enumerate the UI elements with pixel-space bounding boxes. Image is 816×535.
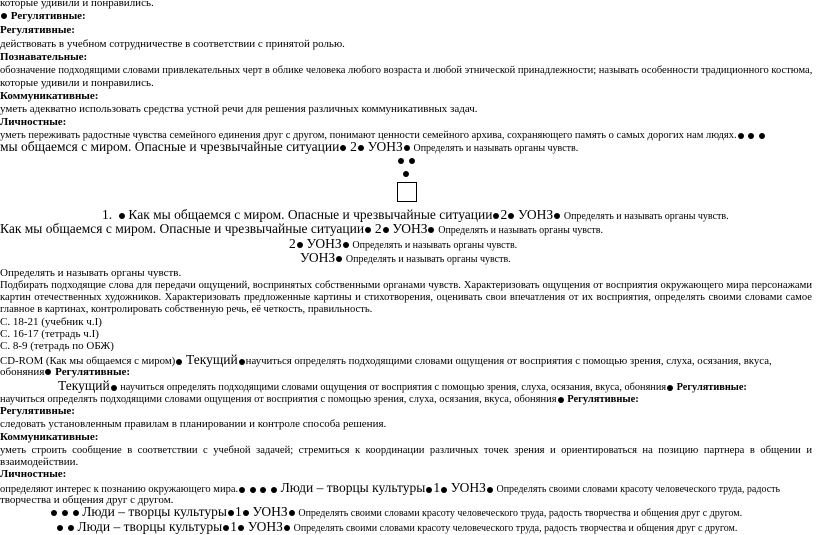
lesson-hours: 2 [350, 139, 357, 154]
bullet-icon [493, 213, 499, 219]
bullet-icon [403, 171, 409, 177]
text: Личностные: [0, 468, 67, 480]
lesson-line [50, 505, 742, 520]
bullet-icon [238, 525, 244, 531]
text: следовать установленным правилам в планировании и контроле способа решения. [0, 418, 387, 430]
text: научиться определять подходящими словами ощущения от восприятия с помощью зрения, слуха, осязания, вкуса, обоняния [120, 382, 667, 393]
bullet-icon [176, 359, 182, 365]
bullet-icon [383, 227, 389, 233]
bullet-icon [748, 133, 754, 139]
text: Подбирать подходящие слова для передачи ощущений, воспринятых собственными органами чувств. Характеризовать ощущения от восприятия окружающего мира персонажами [0, 280, 812, 291]
bullet-icon [441, 487, 447, 493]
bullet-icon [358, 145, 364, 151]
lesson-title: Люди – творцы культуры [280, 480, 426, 495]
bullet-icon [398, 158, 404, 164]
heading-regulative [0, 24, 75, 37]
bullet-icon [223, 525, 229, 531]
text: Коммуникативные: [0, 431, 99, 443]
text: обозначение подходящими словами привлекательных черт в облике человека любого возраста и любой этнической принадлежности; называть особенности традиционного костюма, [0, 65, 813, 76]
text-line [0, 77, 154, 90]
list-number: 1. [102, 207, 113, 222]
text: Регулятивные: [0, 405, 75, 417]
heading-cognitive [0, 51, 87, 64]
bullet-icon [119, 213, 125, 219]
bullet-icon [508, 213, 514, 219]
bullet-icon [554, 213, 560, 219]
text: действовать в учебном сотрудничестве в соответствии с принятой ролью. [0, 38, 345, 50]
bullet-icon [404, 145, 410, 151]
text: С. 16-17 (тетрадь ч.I) [0, 328, 99, 340]
bullet-icon [487, 487, 493, 493]
bullet-icon [343, 242, 349, 248]
text: уметь адекватно использовать средства устной речи для решения различных коммуникативных задач. [0, 103, 478, 115]
text: которые удивили и понравились. [0, 77, 154, 89]
heading-regulative: Регулятивные: [567, 394, 639, 405]
text: Личностные: [0, 116, 67, 128]
bullet-icon [426, 487, 432, 493]
bullet-icon [228, 510, 234, 516]
text: С. 8-9 (тетрадь по ОБЖ) [0, 340, 114, 352]
text: Определять и называть органы чувств. [0, 267, 182, 279]
lesson-type: УОНЗ [517, 207, 554, 222]
text-line [0, 418, 386, 431]
bullet-icon [45, 369, 51, 375]
text: Познавательные: [0, 51, 88, 63]
bullet-icon [260, 487, 266, 493]
lesson-hours: 2 [500, 207, 508, 222]
heading-personal [0, 116, 66, 129]
bullet-icon [1, 13, 7, 19]
lesson-type: УОНЗ [367, 139, 403, 154]
bullet-icon [51, 510, 57, 516]
text: творчества и общения друг с другом. [0, 494, 174, 506]
bullet-icon [409, 158, 415, 164]
text: Коммуникативные: [0, 90, 99, 102]
lesson-type: УОНЗ [306, 236, 342, 251]
heading-communicative [0, 431, 98, 444]
lesson-goal: Определять своими словами красоту человеческого труда, радость творчества и общения друг с другом. [293, 523, 738, 534]
heading-regulative [0, 10, 86, 23]
lesson-goal: Определять и называть органы чувств. [563, 211, 729, 222]
bullet-icon [250, 487, 256, 493]
lesson-title: Как мы общаемся с миром. Опасные и чрезвычайные ситуации [0, 221, 365, 236]
bullet-icon [667, 385, 673, 391]
text: взаимодействии. [0, 456, 79, 468]
empty-box [397, 182, 417, 202]
lesson-type: УОНЗ [300, 250, 336, 265]
text-line [0, 444, 812, 457]
bullet-icon [68, 525, 74, 531]
text: уметь строить сообщение в соответствии с учебной задачей; стремиться к координации различных точек зрения и ориентироваться на позицию партнера в общении и [0, 445, 812, 456]
text: обоняния [0, 366, 45, 378]
text: CD-ROM (Как мы общаемся с миром) [0, 355, 176, 367]
text: научиться определять подходящими словами ощущения от восприятия с помощью зрения, слуха, осязания, вкуса, обоняния [0, 394, 557, 405]
text: определяют интерес к познанию окружающего мира. [0, 484, 239, 495]
text-line [0, 303, 372, 316]
lesson-goal: Определять и называть органы чувств. [352, 240, 518, 251]
lesson-type: УОНЗ [450, 480, 486, 495]
text-line [0, 0, 154, 10]
text: главное в картинах, контролировать собственную речь, её четкость, правильность. [0, 304, 373, 315]
lesson-line [0, 222, 603, 237]
text: научиться определять подходящими словами ощущения от восприятия с помощью зрения, слуха, осязания, вкуса, [245, 355, 772, 367]
bullet-icon [271, 487, 277, 493]
bullet-icon [365, 227, 371, 233]
lesson-type: УОНЗ [252, 504, 288, 519]
bullet-group [402, 168, 410, 181]
bullet-icon [111, 385, 117, 391]
lesson-title: мы общаемся с миром. Опасные и чрезвычайные ситуации [0, 139, 340, 154]
heading-communicative [0, 90, 98, 103]
lesson-hours: 2 [289, 236, 296, 251]
text: Текущий [185, 352, 238, 367]
lesson-type: УОНЗ [392, 221, 428, 236]
lesson-hours: 2 [374, 221, 382, 236]
text-line [0, 38, 345, 51]
text: которые удивили и понравились. [0, 0, 154, 9]
bullet-icon [558, 397, 564, 403]
lesson-goal: Определять своими словами красоту человеческого труда, радость [496, 484, 781, 495]
lesson-hours: 1 [433, 480, 441, 495]
lesson-goal: Определять и называть органы чувств. [438, 225, 604, 236]
text: Текущий [58, 378, 110, 393]
lesson-title: Люди – творцы культуры [77, 519, 223, 534]
bullet-icon [340, 145, 346, 151]
lesson-goal: Определять своими словами красоту человеческого труда, радость творчества и общения друг с другом. [298, 508, 743, 519]
heading-personal [0, 468, 66, 481]
bullet-icon [336, 256, 342, 262]
text: Регулятивные: [0, 24, 75, 36]
bullet-icon [297, 242, 303, 248]
lesson-type: УОНЗ [247, 519, 283, 534]
heading-regulative [0, 405, 75, 418]
lesson-title: Люди – творцы культуры [82, 504, 227, 519]
bullet-icon [62, 510, 68, 516]
heading-regulative: Регулятивные: [676, 382, 747, 393]
text-line [58, 379, 747, 394]
lesson-goal: Определять и называть органы чувств. [345, 254, 511, 265]
lesson-line [56, 520, 737, 535]
text: С. 18-21 (учебник ч.I) [0, 316, 102, 328]
bullet-group [397, 155, 416, 168]
bullet-icon [239, 487, 245, 493]
text-line [0, 393, 639, 406]
heading-regulative: Регулятивные: [55, 366, 131, 378]
reference-line [0, 340, 114, 353]
text: Регулятивные: [10, 10, 86, 22]
bullet-icon [289, 510, 295, 516]
bullet-icon [57, 525, 63, 531]
bullet-icon [73, 510, 79, 516]
text: картин отечественных художников. Характеризовать предложенные картины и стихотворения, оценивать свои впечатления от их восприятия, определять своими словами самое [0, 292, 812, 303]
bullet-icon [243, 510, 249, 516]
lesson-title: Как мы общаемся с миром. Опасные и чрезвычайные ситуации [128, 207, 493, 222]
bullet-icon [738, 133, 744, 139]
text-line [0, 64, 812, 77]
lesson-hours: 1 [230, 519, 237, 534]
bullet-icon [428, 227, 434, 233]
lesson-line [300, 251, 511, 266]
bullet-icon [284, 525, 290, 531]
bullet-icon [759, 133, 765, 139]
lesson-line [0, 140, 578, 155]
bullet-icon [239, 359, 245, 365]
lesson-hours: 1 [234, 504, 242, 519]
lesson-goal: Определять и называть органы чувств. [413, 143, 579, 154]
text: уметь переживать радостные чувства семейного единения друг с другом, понимают ценности семейного архива, сохраняющего память о самых дорогих нам людях. [0, 130, 737, 141]
text-line [0, 103, 478, 116]
